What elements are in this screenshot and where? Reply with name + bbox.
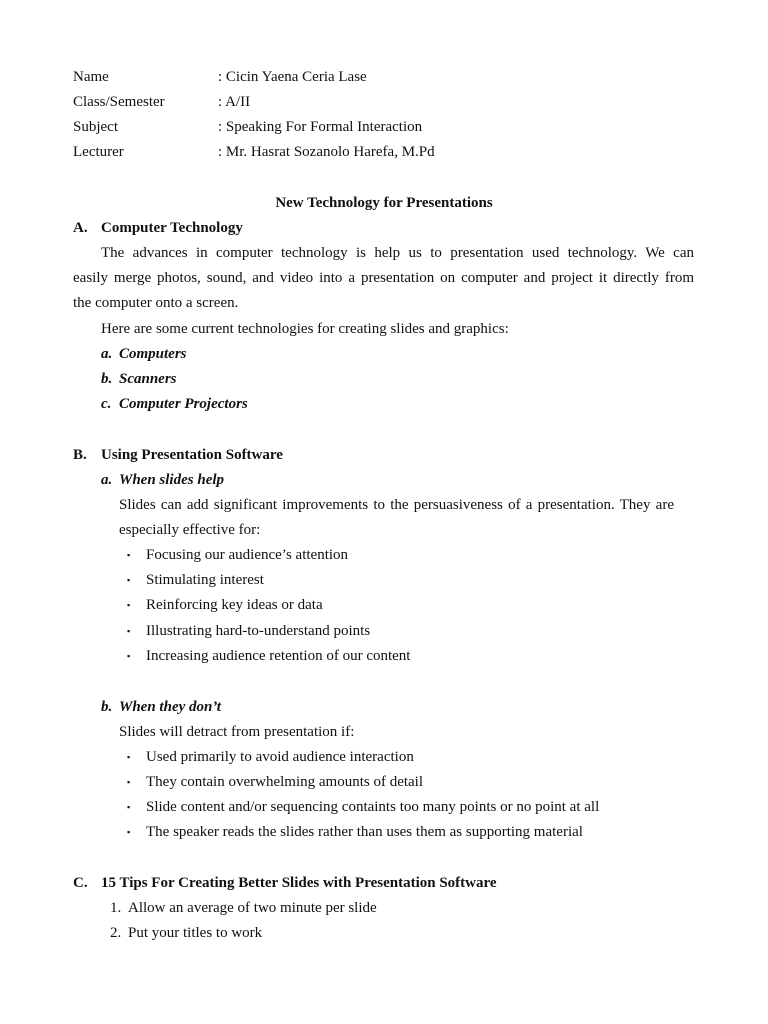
bullet-icon: ▪ [127, 777, 131, 787]
section-b-sub-a-para-line-1: Slides can add significant improvements to the persuasiveness of a presentation. They are [119, 497, 674, 513]
section-b-sub-a-marker: a. [101, 472, 113, 488]
section-a-letter: A. [73, 220, 88, 236]
bullet-icon: ▪ [127, 827, 131, 837]
section-a-item: Computers [119, 346, 187, 362]
header-label-class: Class/Semester [73, 94, 165, 110]
bullet-item: Increasing audience retention of our content [146, 648, 411, 664]
section-c-item-marker: 2. [110, 925, 122, 941]
bullet-item: Focusing our audience’s attention [146, 547, 349, 563]
section-b-sub-a-para-line-2: especially effective for: [119, 522, 261, 538]
section-b-sub-b-intro: Slides will detract from presentation if: [119, 724, 355, 740]
bullet-item: Slide content and/or sequencing containts too many points or no point at all [146, 799, 600, 815]
section-a-heading: Computer Technology [101, 220, 243, 236]
section-c-heading: 15 Tips For Creating Better Slides with Presentation Software [101, 875, 497, 891]
section-b-sub-b-marker: b. [101, 699, 113, 715]
section-c-letter: C. [73, 875, 88, 891]
section-c-item: Put your titles to work [128, 925, 263, 941]
section-b-heading: Using Presentation Software [101, 447, 283, 463]
section-c-item: Allow an average of two minute per slide [128, 900, 377, 916]
section-b-sub-a-heading: When slides help [119, 472, 225, 488]
bullet-icon: ▪ [127, 752, 131, 762]
document-title: New Technology for Presentations [275, 195, 493, 211]
bullet-item: Illustrating hard-to-understand points [146, 623, 371, 639]
bullet-item: Stimulating interest [146, 572, 264, 588]
bullet-icon: ▪ [127, 626, 131, 636]
bullet-item: They contain overwhelming amounts of detail [146, 774, 424, 790]
section-a-intro: Here are some current technologies for creating slides and graphics: [101, 321, 509, 337]
bullet-icon: ▪ [127, 802, 131, 812]
section-a-para-line-3: the computer onto a screen. [73, 295, 239, 311]
bullet-icon: ▪ [127, 550, 131, 560]
bullet-item: Used primarily to avoid audience interaction [146, 749, 414, 765]
section-b-letter: B. [73, 447, 87, 463]
bullet-icon: ▪ [127, 600, 131, 610]
section-c-item-marker: 1. [110, 900, 122, 916]
section-a-item-marker: b. [101, 371, 113, 387]
section-a-item-marker: c. [101, 396, 112, 412]
bullet-icon: ▪ [127, 651, 131, 661]
header-label-subject: Subject [73, 119, 118, 135]
header-value-class: : A/II [218, 94, 251, 110]
section-a-para-line-2: easily merge photos, sound, and video into a presentation on computer and project it directly from [73, 270, 694, 286]
bullet-icon: ▪ [127, 575, 131, 585]
bullet-item: The speaker reads the slides rather than uses them as supporting material [146, 824, 583, 840]
section-b-sub-b-heading: When they don’t [119, 699, 221, 715]
header-label-name: Name [73, 69, 109, 85]
section-a-item-marker: a. [101, 346, 113, 362]
header-value-name: : Cicin Yaena Ceria Lase [218, 69, 367, 85]
header-value-lecturer: : Mr. Hasrat Sozanolo Harefa, M.Pd [218, 144, 435, 160]
section-a-item: Scanners [119, 371, 177, 387]
section-a-item: Computer Projectors [119, 396, 248, 412]
header-label-lecturer: Lecturer [73, 144, 124, 160]
bullet-item: Reinforcing key ideas or data [146, 597, 323, 613]
section-a-para-line-1: The advances in computer technology is help us to presentation used technology. We can [101, 245, 694, 261]
header-value-subject: : Speaking For Formal Interaction [218, 119, 423, 135]
